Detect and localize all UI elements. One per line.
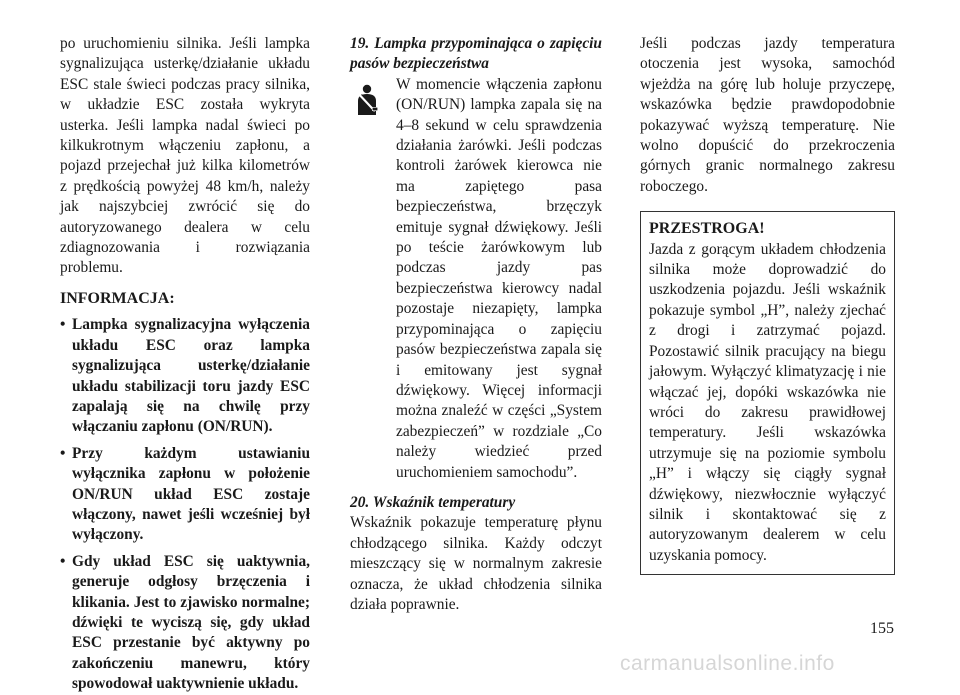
info-heading: INFORMACJA: — [60, 289, 175, 307]
temperature-paragraph: Jeśli podczas jazdy temperatura otoczenia jest wysoka, samochód wjeżdża na górę lub holuje przyczepę, wskazówka będzie prawdopodobnie pokazywać wyższą temperaturę. Nie wolno dopuścić do przekroczenia górnych granic normalnego zakresu roboczego. — [640, 35, 895, 195]
caution-title: PRZESTROGA! — [649, 220, 765, 238]
section-20-text: Wskaźnik pokazuje temperaturę płynu chłodzącego silnika. Każdy odczyt mieszczący się w normalnym zakresie oznacza, że układ chłodzenia silnika działa poprawnie. — [350, 514, 602, 613]
esc-intro-paragraph: po uruchomieniu silnika. Jeśli lampka sygnalizująca usterkę/działanie układu ESC stale świeci podczas pracy silnika, w układzie ESC została wykryta usterka. Jeśli lampka nadal świeci po kilkukrotnym włączeniu zapłonu, a pojazd przejechał już kilka kilometrów z prędkością powyżej 48 km/h, należy jak najszybciej zwrócić się do autoryzowanego dealera w celu zdiagnozowania i rozwiązania problemu. — [60, 35, 310, 277]
column-left — [60, 34, 310, 695]
page-number: 155 — [870, 620, 894, 637]
info-bullet-item — [60, 444, 310, 546]
section-19-title: 19. Lampka przypominająca o zapięciu pasów bezpieczeństwa — [350, 35, 602, 73]
column-right — [640, 34, 895, 575]
caution-text: Jazda z gorącym układem chłodzenia silnika może doprowadzić do uszkodzenia pojazdu. Jeśli wskaźnik pokazuje symbol „H”, należy zjechać z drogi i zatrzymać pojazd. Pozostawić silnik pracujący na biegu jałowym. Wyłączyć klimatyzację i nie włączać jej, dopóki wskazówka nie wróci do zakresu prawidłowej temperatury. Jeśli wskazówka utrzymuje się na poziomie symbolu „H” i włączy się ciągły sygnał dźwiękowy, niezwłocznie wyłączyć silnik i skontaktować się z autoryzowanym dealerem w celu uzyskania pomocy. — [649, 240, 886, 564]
info-bullet-text: Przy każdym ustawianiu wyłącznika zapłonu w położenie ON/RUN układ ESC zostaje włączony, nawet jeśli wcześniej był wyłączony. — [72, 444, 310, 544]
info-bullet-item — [60, 552, 310, 695]
section-20-title: 20. Wskaźnik temperatury — [350, 493, 516, 511]
section-19-body — [350, 75, 602, 483]
bullet-mark: • — [60, 444, 66, 462]
seatbelt-icon — [350, 75, 396, 483]
bullet-mark: • — [60, 552, 66, 570]
info-bullet-list — [60, 315, 310, 694]
bullet-mark: • — [60, 316, 66, 334]
watermark: carmanualsonline.info — [620, 652, 835, 675]
info-bullet-text: Lampka sygnalizacyjna wyłączenia układu ESC oraz lampka sygnalizująca usterkę/działanie układu stabilizacji toru jazdy ESC zapalają się na chwilę przy włączaniu zapłonu (ON/RUN). — [72, 316, 310, 436]
info-bullet-text: Gdy układ ESC się uaktywnia, generuje odgłosy brzęczenia i klikania. Jest to zjawisko normalne; dźwięki te wyciszą się, gdy układ ESC przestanie być aktywny po zakończeniu manewru, który spowodował uaktywnienie układu. — [72, 552, 310, 693]
caution-box — [640, 211, 895, 575]
section-19-text: W momencie włączenia zapłonu (ON/RUN) lampka zapala się na 4–8 sekund w celu sprawdzenia działania żarówki. Jeśli podczas kontroli żarówek kierowca nie ma zapiętego pasa bezpieczeństwa, brzęczyk emituje sygnał dźwiękowy. Jeśli po teście żarówkowym lub podczas jazdy pas bezpieczeństwa kierowcy nadal pozostaje niezapięty, lampka przypominająca o zapięciu pasów bezpieczeństwa zapala się i emitowany jest sygnał dźwiękowy. Więcej informacji można znaleźć w części „System zabezpieczeń” w rozdziale „Co należy wiedzieć przed uruchomieniem samochodu”. — [396, 75, 602, 481]
column-middle — [350, 34, 602, 615]
info-bullet-item — [60, 315, 310, 437]
